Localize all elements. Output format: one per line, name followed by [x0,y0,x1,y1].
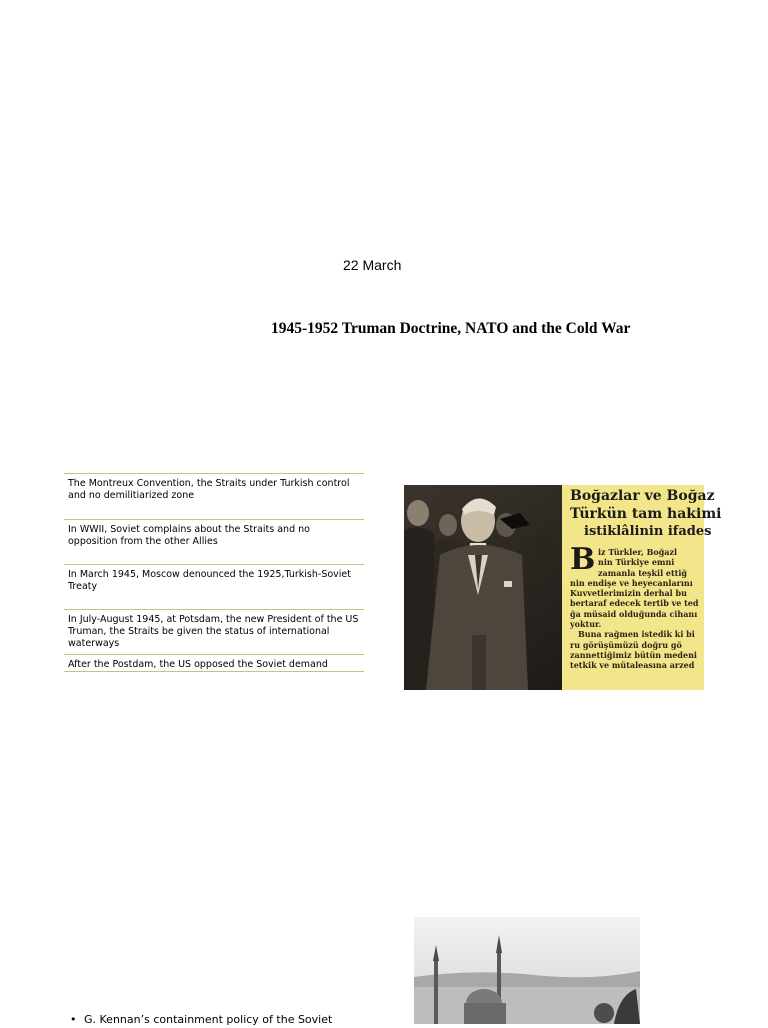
newspaper-line: ru görüşümüzü doğru gö [570,639,682,650]
slide-title: 1945-1952 Truman Doctrine, NATO and the Cold War [271,320,631,337]
bullet-item [70,1013,332,1026]
newspaper-line: nin Türkiye emni [598,557,675,568]
newspaper-line: Kuvvetlerimizin derhal bu [570,588,687,599]
newspaper-line: tetkik ve mütaleasına arzed [570,660,695,671]
newspaper-body [570,542,704,671]
newspaper-line: nin endişe ve heyecanlarını [570,577,693,588]
headline-line: istiklâlinin ifades [584,524,712,539]
newspaper-line: iz Türkler, Boğazl [598,547,678,557]
ataturk-newspaper-photo [404,485,722,690]
newspaper-line: Buna rağmen istedik ki bi [578,629,695,640]
newspaper-line: yoktur. [570,619,602,630]
headline-line: Boğazlar ve Boğaz [570,488,715,504]
list-divider [64,671,364,672]
newspaper-dropcap: B [570,542,596,577]
bullet-text: G. Kennan’s containment policy of the Soviet [84,1013,333,1026]
headline-line: Türkün tam hakimi [570,506,722,522]
list-item: The Montreux Convention, the Straits under Turkish control and no demilitiarized zone [64,473,364,519]
newspaper-headline [570,487,722,540]
newspaper-line: bertaraf edecek tertib ve ted [570,598,699,609]
slide-date: 22 March [343,257,402,273]
istanbul-mosque-photo [414,917,640,1024]
newspaper-line: ğa müsaid olduğunda cihanı [570,608,698,619]
list-item: In WWII, Soviet complains about the Straits and no opposition from the other Allies [64,519,364,564]
newspaper-line: zamanla teşkil ettiğ [598,567,688,578]
mosque-illustration [414,917,640,1024]
newspaper-line: zannettiğimiz bütün medeni [570,649,697,660]
list-item: After the Postdam, the US opposed the Soviet demand [64,654,364,671]
list-item: In July-August 1945, at Potsdam, the new President of the US Truman, the Straits be given the status of international waterways [64,609,364,654]
bullet-marker: • [70,1013,77,1026]
list-item: In March 1945, Moscow denounced the 1925,Turkish-Soviet Treaty [64,564,364,609]
